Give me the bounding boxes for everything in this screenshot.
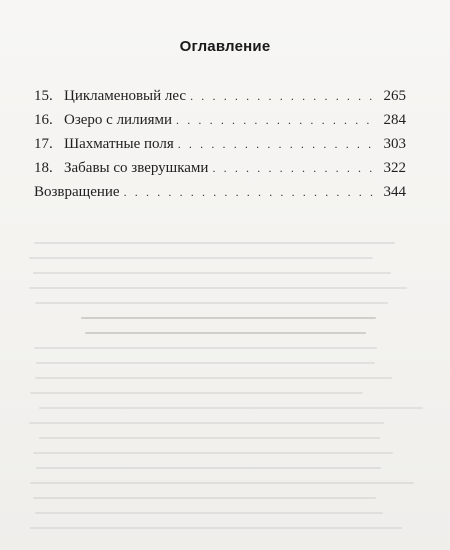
bleed-line xyxy=(35,377,392,379)
bleed-line xyxy=(85,332,367,334)
bleed-line xyxy=(33,497,376,499)
toc-entry-page: 322 xyxy=(383,160,406,176)
bleed-line xyxy=(30,482,414,484)
dot-leader xyxy=(190,84,377,108)
toc-entry[interactable] xyxy=(34,132,406,156)
bleed-line xyxy=(33,452,393,454)
toc-entry-title: Шахматные поля xyxy=(64,136,174,152)
page-title: Оглавление xyxy=(179,38,271,55)
bleed-line xyxy=(34,347,377,349)
toc-entry-number: 16. xyxy=(34,112,53,128)
bleed-line xyxy=(39,437,379,439)
bleed-line xyxy=(36,362,375,364)
dot-leader xyxy=(124,180,378,204)
toc-entry-page: 265 xyxy=(383,88,406,104)
toc-entry-page: 303 xyxy=(383,136,406,152)
toc-entry[interactable] xyxy=(34,156,406,180)
dot-leader xyxy=(212,156,377,180)
bleed-line xyxy=(81,317,377,319)
bleed-line xyxy=(29,422,383,424)
bleed-line xyxy=(34,242,395,244)
table-of-contents xyxy=(34,84,406,204)
bleed-line xyxy=(33,272,391,274)
toc-entry[interactable] xyxy=(34,84,406,108)
bleed-line xyxy=(30,392,363,394)
bleed-line xyxy=(29,257,372,259)
toc-entry-number: 17. xyxy=(34,136,53,152)
dot-leader xyxy=(176,108,377,132)
toc-entry-number: 15. xyxy=(34,88,53,104)
toc-entry-title: Возвращение xyxy=(34,184,120,200)
toc-entry-title: Цикламеновый лес xyxy=(64,88,187,104)
bleed-line xyxy=(29,287,407,289)
bleed-line xyxy=(35,512,383,514)
bleed-line xyxy=(35,302,388,304)
toc-entry-title: Озеро с лилиями xyxy=(64,112,173,128)
toc-entry[interactable] xyxy=(34,180,406,204)
toc-entry-page: 284 xyxy=(383,112,406,128)
toc-entry-title: Забавы со зверушками xyxy=(64,160,209,176)
toc-entry[interactable] xyxy=(34,108,406,132)
bleed-line xyxy=(36,467,381,469)
toc-entry-page: 344 xyxy=(383,184,406,200)
bleed-line xyxy=(39,407,422,409)
dot-leader xyxy=(178,132,378,156)
toc-entry-number: 18. xyxy=(34,160,53,176)
bleed-line xyxy=(30,527,403,529)
